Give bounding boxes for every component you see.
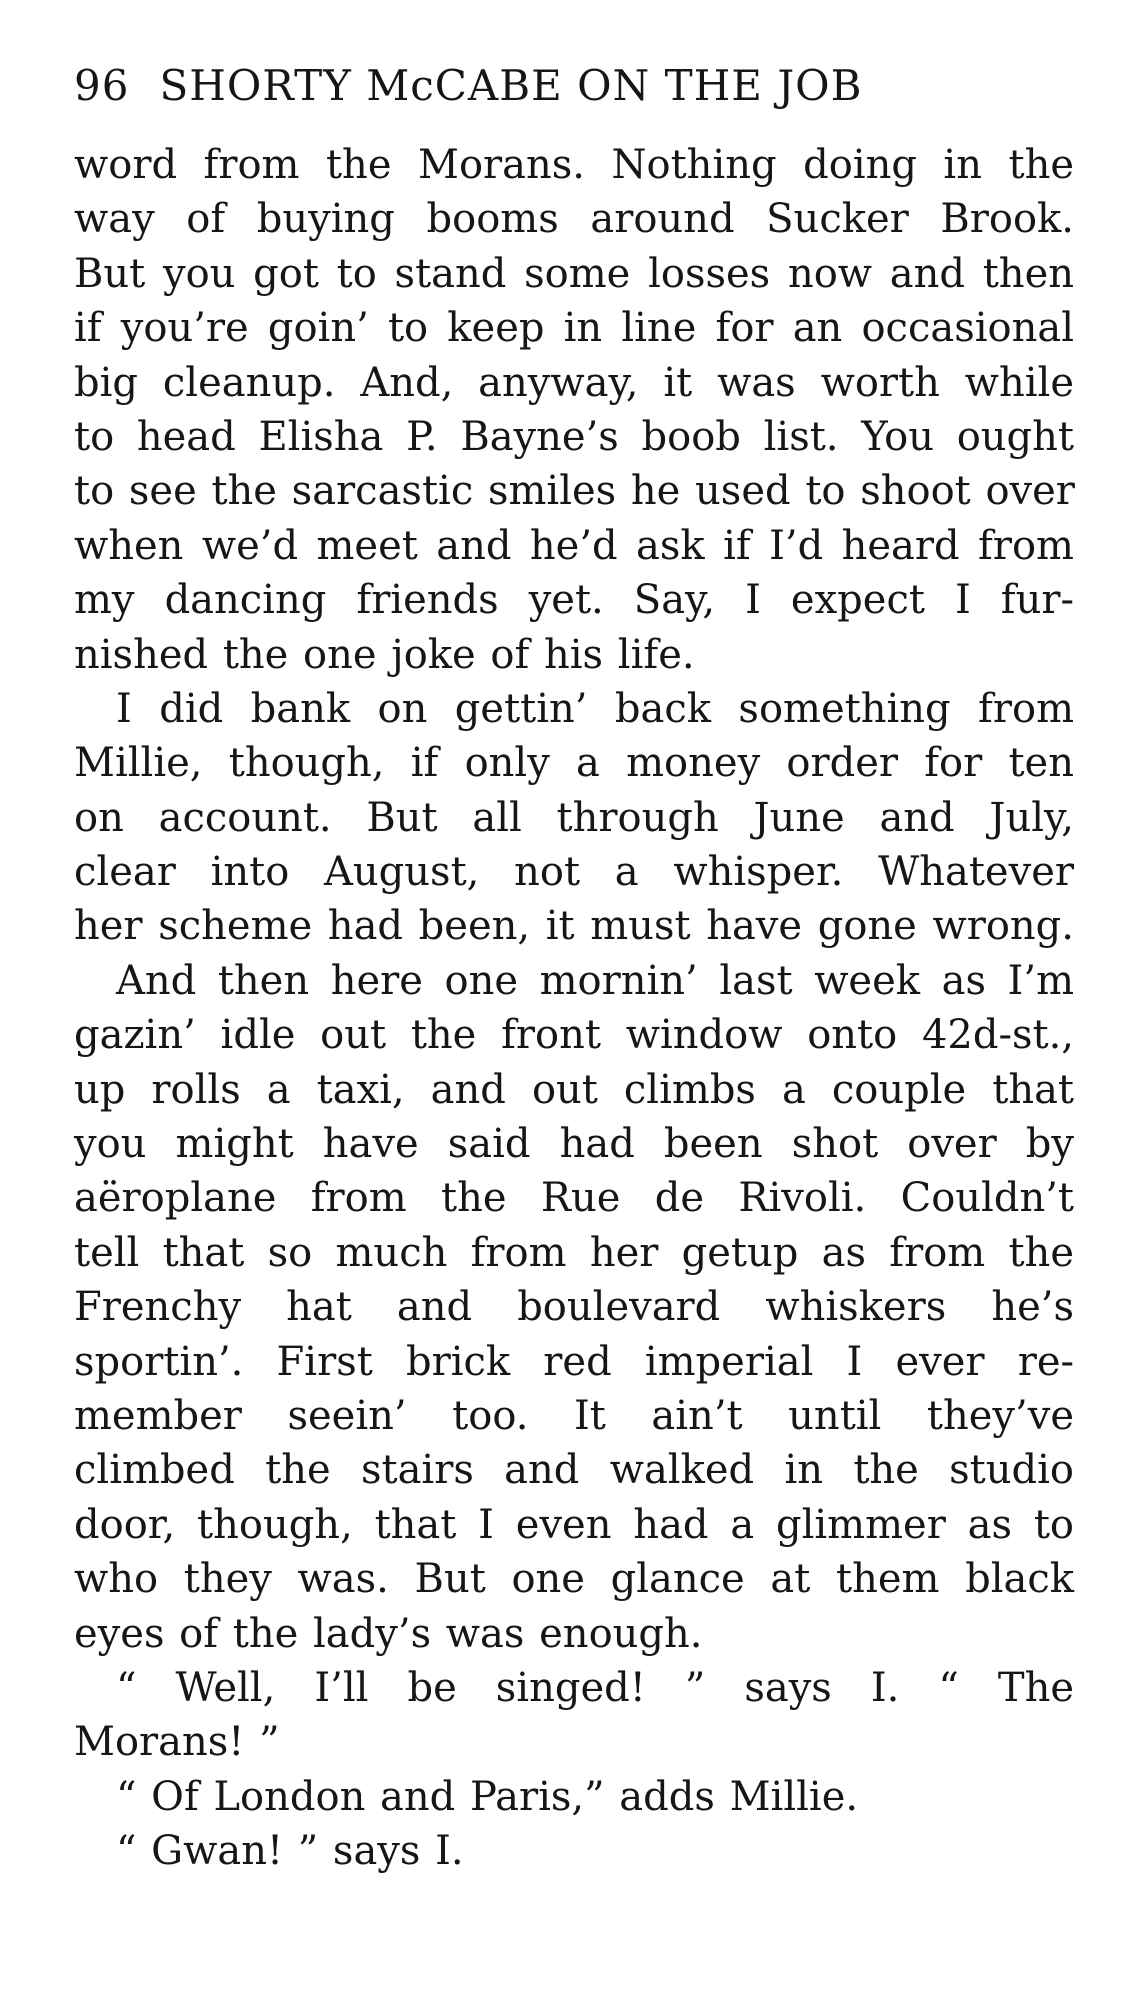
running-title: SHORTY McCABE ON THE JOB bbox=[159, 61, 863, 110]
text-line: to see the sarcastic smiles he used to shoot over bbox=[74, 468, 1075, 515]
text-line: word from the Morans. Nothing doing in the bbox=[74, 142, 1074, 188]
text-line: Morans! ” bbox=[74, 1719, 280, 1766]
text-line: on account. But all through June and July, bbox=[74, 794, 1074, 841]
text-line: door, though, that I even had a glimmer as to bbox=[74, 1501, 1074, 1548]
paragraph-first-line: I did bank on gettin’ back something from bbox=[116, 685, 1074, 732]
text-line: to head Elisha P. Bayne’s boob list. You ought bbox=[74, 413, 1074, 460]
text-line: you might have said had been shot over by bbox=[74, 1121, 1074, 1168]
dialogue-line: “ Gwan! ” says I. bbox=[116, 1828, 464, 1875]
body-text bbox=[74, 138, 1074, 1879]
text-line: sportin’. First brick red imperial I ever re- bbox=[74, 1338, 1074, 1385]
text-line: gazin’ idle out the front window onto 42d-st., bbox=[74, 1012, 1074, 1059]
text-line: tell that so much from her getup as from the bbox=[74, 1229, 1074, 1276]
paragraph-first-line: And then here one mornin’ last week as I’m bbox=[116, 957, 1074, 1004]
text-line: Frenchy hat and boulevard whiskers he’s bbox=[74, 1284, 1074, 1331]
page-number: 96 bbox=[74, 61, 130, 110]
text-line: climbed the stairs and walked in the studio bbox=[74, 1447, 1074, 1494]
text-line: clear into August, not a whisper. Whatever bbox=[74, 849, 1074, 896]
text-line: nished the one joke of his life. bbox=[74, 631, 695, 678]
dialogue-line: “ Well, I’ll be singed! ” says I. “ The bbox=[116, 1664, 1074, 1711]
text-line: eyes of the lady’s was enough. bbox=[74, 1610, 703, 1657]
text-line: But you got to stand some losses now and then bbox=[74, 250, 1074, 297]
text-line: member seein’ too. It ain’t until they’ve bbox=[74, 1392, 1074, 1439]
text-line: her scheme had been, it must have gone wrong. bbox=[74, 903, 1074, 950]
text-line: way of buying booms around Sucker Brook. bbox=[74, 196, 1074, 243]
dialogue-line: “ Of London and Paris,” adds Millie. bbox=[116, 1773, 859, 1820]
text-line: aëroplane from the Rue de Rivoli. Couldn’t bbox=[74, 1175, 1074, 1222]
text-line: if you’re goin’ to keep in line for an occasional bbox=[74, 305, 1074, 352]
text-line: who they was. But one glance at them black bbox=[74, 1556, 1074, 1603]
text-line: big cleanup. And, anyway, it was worth while bbox=[74, 359, 1074, 406]
text-line: Millie, though, if only a money order for ten bbox=[74, 740, 1074, 787]
text-line: up rolls a taxi, and out climbs a couple that bbox=[74, 1066, 1074, 1113]
text-line: my dancing friends yet. Say, I expect I fur- bbox=[74, 577, 1074, 624]
text-line: when we’d meet and he’d ask if I’d heard from bbox=[74, 522, 1074, 569]
page-header bbox=[74, 56, 1074, 116]
